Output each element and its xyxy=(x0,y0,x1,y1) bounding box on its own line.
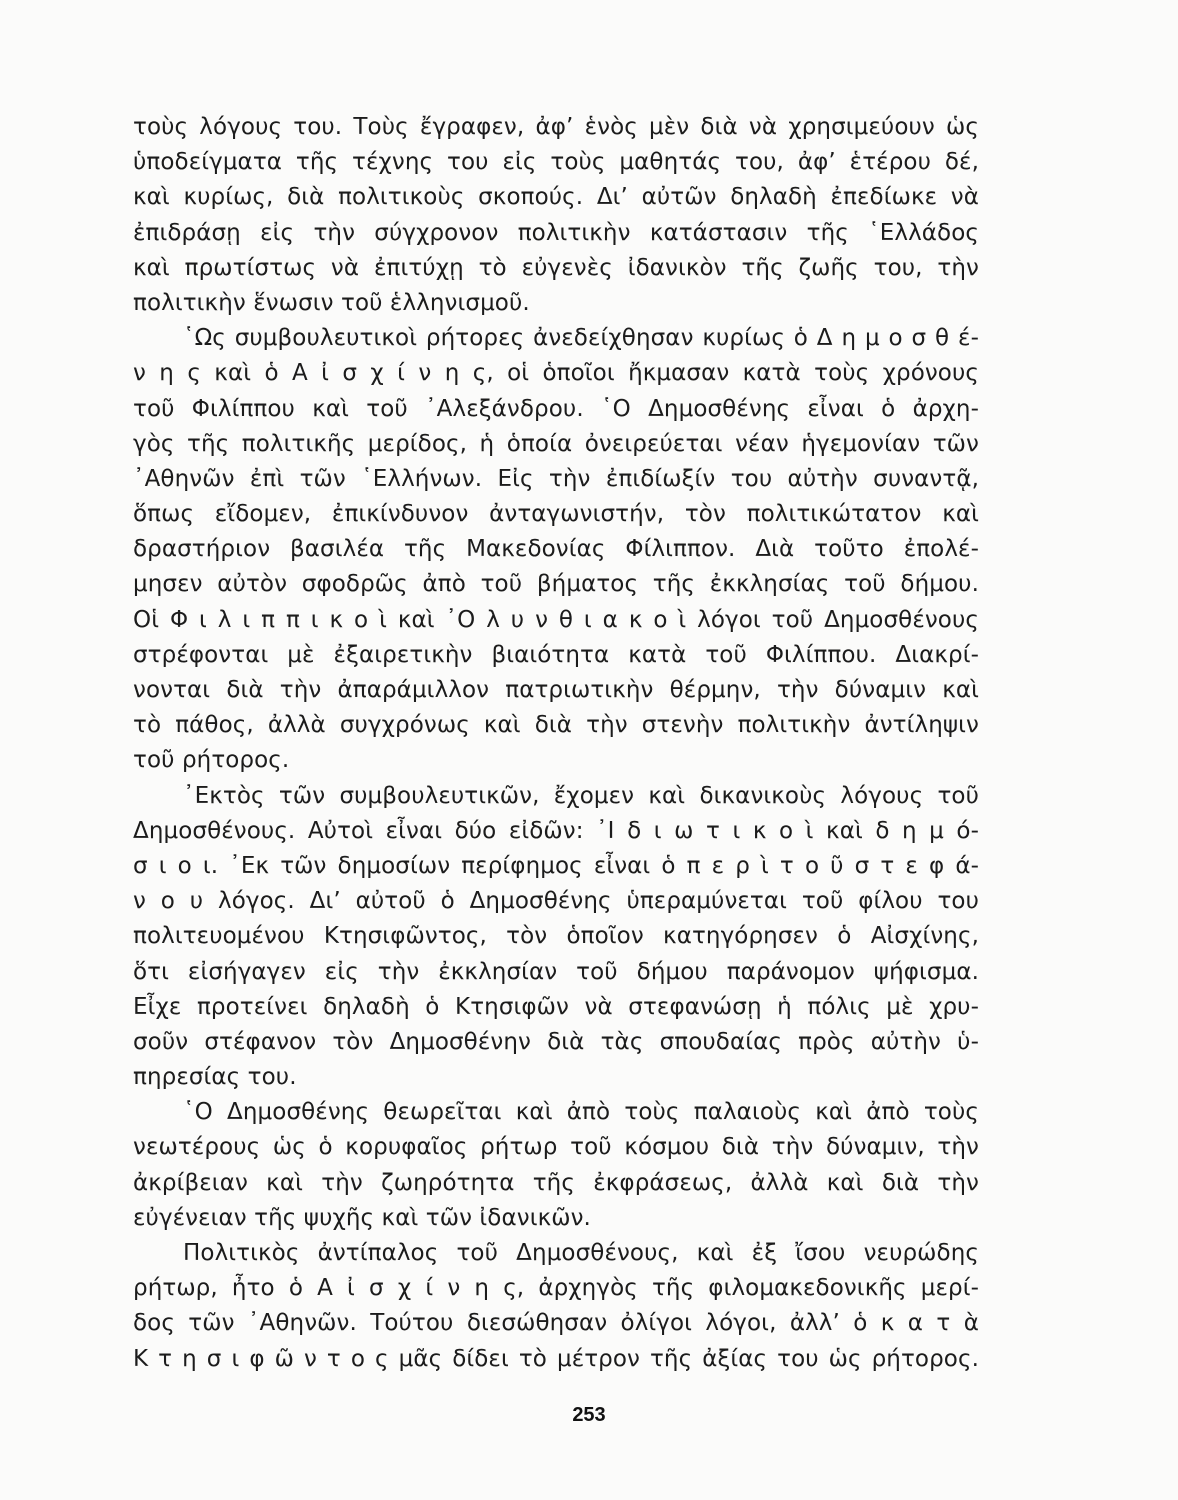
body-text xyxy=(133,110,979,1377)
text-line: ᾿Εκτὸς τῶν συμβουλευτικῶν, ἔχομεν καὶ δικανικοὺς λόγους τοῦ xyxy=(183,782,979,809)
text-line: τοῦ Φιλίππου καὶ τοῦ ᾿Αλεξάνδρου. ῾Ο Δημοσθένης εἶναι ὁ ἀρχη- xyxy=(133,395,979,422)
text-line: Εἶχε προτείνει δηλαδὴ ὁ Κτησιφῶν νὰ στεφανώσῃ ἡ πόλις μὲ χρυ- xyxy=(133,993,979,1020)
text-line: νεωτέρους ὡς ὁ κορυφαῖος ρήτωρ τοῦ κόσμου διὰ τὴν δύναμιν, τὴν xyxy=(133,1134,979,1161)
text-line: δος τῶν ᾿Αθηνῶν. Τούτου διεσώθησαν ὀλίγοι λόγοι, ἀλλ’ ὁ κ α τ ὰ xyxy=(133,1310,979,1337)
text-line: γὸς τῆς πολιτικῆς μερίδος, ἡ ὁποία ὀνειρεύεται νέαν ἡγεμονίαν τῶν xyxy=(133,430,979,457)
text-line: πηρεσίας του. xyxy=(133,1064,297,1091)
text-line: καὶ κυρίως, διὰ πολιτικοὺς σκοπούς. Δι’ αὐτῶν δηλαδὴ ἐπεδίωκε νὰ xyxy=(133,184,979,211)
text-line: ὅτι εἰσήγαγεν εἰς τὴν ἐκκλησίαν τοῦ δήμου παράνομον ψήφισμα. xyxy=(133,958,979,985)
text-line: Κ τ η σ ι φ ῶ ν τ ο ς μᾶς δίδει τὸ μέτρον τῆς ἀξίας του ὡς ρήτορος. xyxy=(133,1345,979,1372)
text-line: ἐπιδράσῃ εἰς τὴν σύγχρονον πολιτικὴν κατάστασιν τῆς ῾Ελλάδος xyxy=(133,219,979,246)
text-line: δραστήριον βασιλέα τῆς Μακεδονίας Φίλιππον. Διὰ τοῦτο ἐπολέ- xyxy=(133,536,979,563)
text-line: τοὺς λόγους του. Τοὺς ἔγραφεν, ἀφ’ ἑνὸς μὲν διὰ νὰ χρησιμεύουν ὡς xyxy=(133,114,979,140)
text-line: ἀκρίβειαν καὶ τὴν ζωηρότητα τῆς ἐκφράσεως, ἀλλὰ καὶ διὰ τὴν xyxy=(133,1169,979,1196)
text-line: Οἱ Φ ι λ ι π π ι κ ο ὶ καὶ ᾿Ο λ υ ν θ ι α κ ο ὶ λόγοι τοῦ Δημοσθένους xyxy=(133,606,979,633)
text-line: ὑποδείγματα τῆς τέχνης του εἰς τοὺς μαθητάς του, ἀφ’ ἑτέρου δέ, xyxy=(133,149,979,176)
text-line: νονται διὰ τὴν ἀπαράμιλλον πατριωτικὴν θέρμην, τὴν δύναμιν καὶ xyxy=(133,677,979,703)
text-line: ᾿Αθηνῶν ἐπὶ τῶν ῾Ελλήνων. Εἰς τὴν ἐπιδίωξίν του αὐτὴν συναντᾷ, xyxy=(133,465,979,492)
text-line: ν ο υ λόγος. Δι’ αὐτοῦ ὁ Δημοσθένης ὑπεραμύνεται τοῦ φίλου του xyxy=(133,888,979,915)
text-line: πολιτευομένου Κτησιφῶντος, τὸν ὁποῖον κατηγόρησεν ὁ Αἰσχίνης, xyxy=(133,923,979,950)
text-line: ν η ς καὶ ὁ Α ἰ σ χ ί ν η ς, οἱ ὁποῖοι ἤκμασαν κατὰ τοὺς χρόνους xyxy=(133,360,979,387)
page-number: 253 xyxy=(572,1404,606,1426)
text-line: ρήτωρ, ἦτο ὁ Α ἰ σ χ ί ν η ς, ἀρχηγὸς τῆς φιλομακεδονικῆς μερί- xyxy=(133,1275,979,1302)
text-line: πολιτικὴν ἕνωσιν τοῦ ἑλληνισμοῦ. xyxy=(133,289,530,316)
text-line: τοῦ ρήτορος. xyxy=(133,747,290,774)
text-line: ῾Ως συμβουλευτικοὶ ρήτορες ἀνεδείχθησαν κυρίως ὁ Δ η μ ο σ θ έ- xyxy=(183,325,979,352)
text-line: καὶ πρωτίστως νὰ ἐπιτύχῃ τὸ εὐγενὲς ἰδανικὸν τῆς ζωῆς του, τὴν xyxy=(133,254,979,281)
text-line: τὸ πάθος, ἀλλὰ συγχρόνως καὶ διὰ τὴν στενὴν πολιτικὴν ἀντίληψιν xyxy=(133,712,979,739)
text-line: εὐγένειαν τῆς ψυχῆς καὶ τῶν ἰδανικῶν. xyxy=(133,1204,591,1231)
text-line: μησεν αὐτὸν σφοδρῶς ἀπὸ τοῦ βήματος τῆς ἐκκλησίας τοῦ δήμου. xyxy=(133,571,979,598)
text-line: ὅπως εἴδομεν, ἐπικίνδυνον ἀνταγωνιστήν, τὸν πολιτικώτατον καὶ xyxy=(133,501,979,528)
text-line: στρέφονται μὲ ἐξαιρετικὴν βιαιότητα κατὰ τοῦ Φιλίππου. Διακρί- xyxy=(133,641,979,668)
text-line: Δημοσθένους. Αὐτοὶ εἶναι δύο εἰδῶν: ᾿Ι δ ι ω τ ι κ ο ὶ καὶ δ η μ ό- xyxy=(133,817,979,844)
text-line: σ ι ο ι. ᾿Εκ τῶν δημοσίων περίφημος εἶναι ὁ π ε ρ ὶ τ ο ῦ σ τ ε φ ά- xyxy=(133,852,979,879)
text-line: Πολιτικὸς ἀντίπαλος τοῦ Δημοσθένους, καὶ ἐξ ἴσου νευρώδης xyxy=(183,1240,979,1266)
text-line: σοῦν στέφανον τὸν Δημοσθένην διὰ τὰς σπουδαίας πρὸς αὐτὴν ὑ- xyxy=(133,1028,979,1055)
text-line: ῾Ο Δημοσθένης θεωρεῖται καὶ ἀπὸ τοὺς παλαιοὺς καὶ ἀπὸ τοὺς xyxy=(183,1099,979,1126)
